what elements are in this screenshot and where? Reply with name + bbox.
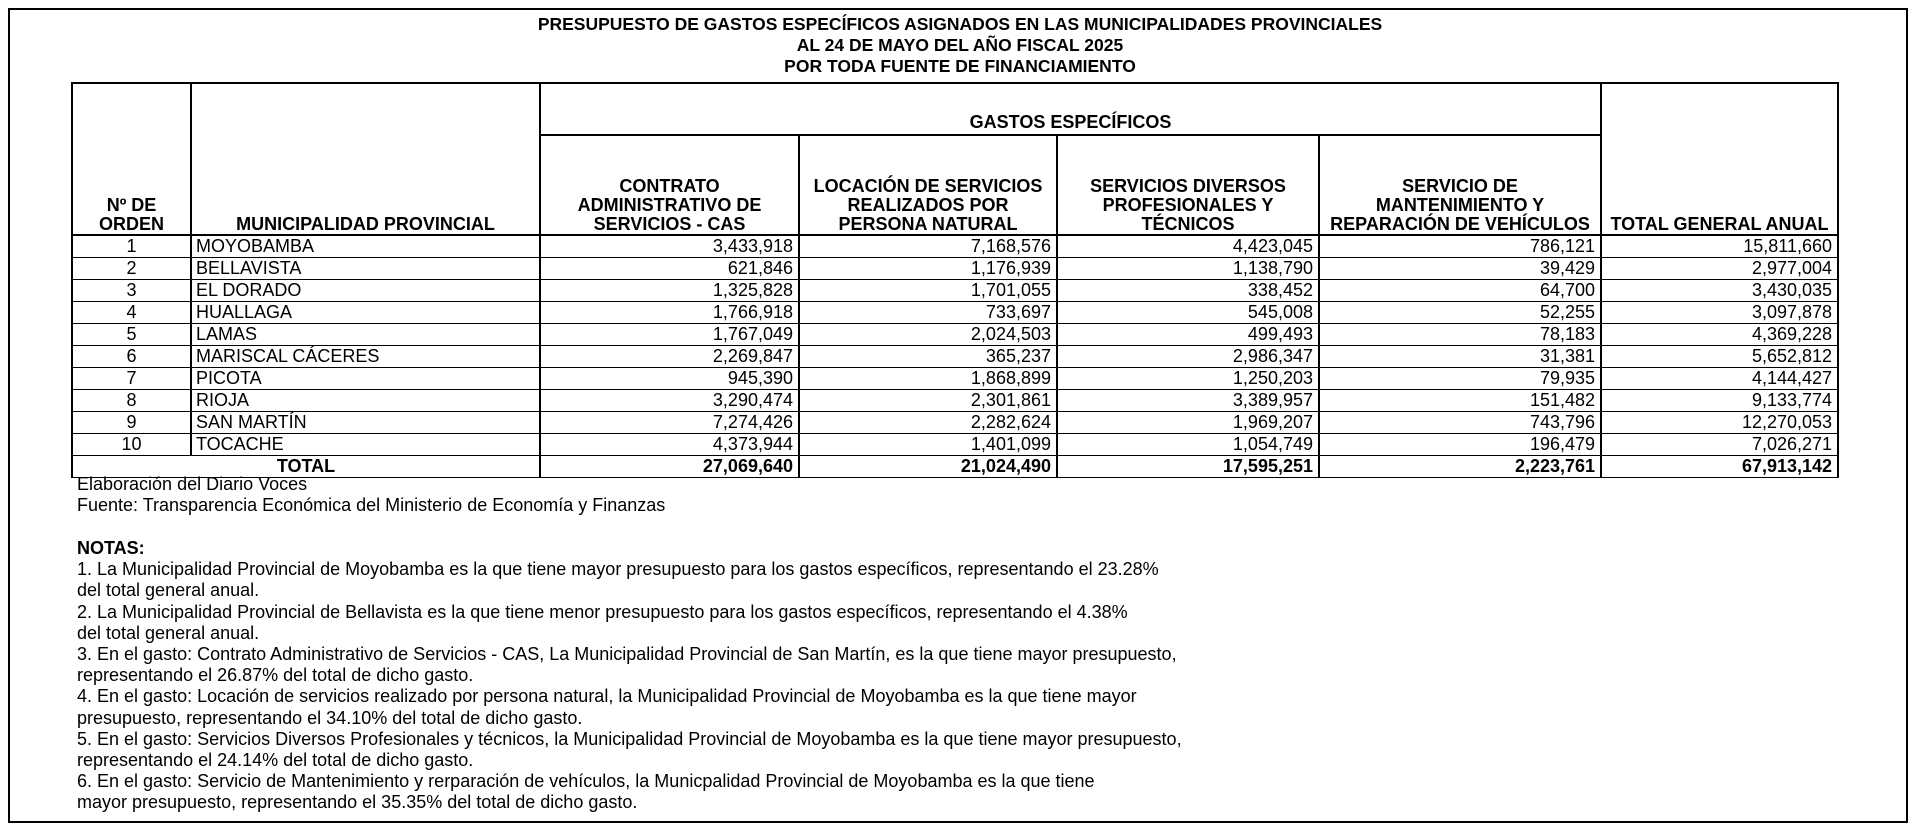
table-row bbox=[72, 280, 1838, 302]
table-row bbox=[72, 235, 1838, 258]
mantenimiento-cell: 151,482 bbox=[1319, 390, 1601, 412]
municipality-cell: HUALLAGA bbox=[191, 302, 540, 324]
locacion-cell: 1,176,939 bbox=[799, 258, 1057, 280]
locacion-cell: 2,282,624 bbox=[799, 412, 1057, 434]
locacion-cell: 7,168,576 bbox=[799, 235, 1057, 258]
cas-cell: 621,846 bbox=[540, 258, 799, 280]
cas-cell: 4,373,944 bbox=[540, 434, 799, 456]
total-locacion: 21,024,490 bbox=[799, 456, 1057, 478]
servicios-cell: 4,423,045 bbox=[1057, 235, 1319, 258]
locacion-cell: 1,868,899 bbox=[799, 368, 1057, 390]
order-cell: 6 bbox=[72, 346, 191, 368]
mantenimiento-cell: 196,479 bbox=[1319, 434, 1601, 456]
table-row bbox=[72, 258, 1838, 280]
mantenimiento-cell: 39,429 bbox=[1319, 258, 1601, 280]
header-locacion: LOCACIÓN DE SERVICIOS REALIZADOS POR PERSONA NATURAL bbox=[799, 135, 1057, 235]
header-servicios: SERVICIOS DIVERSOS PROFESIONALES Y TÉCNICOS bbox=[1057, 135, 1319, 235]
municipality-cell: LAMAS bbox=[191, 324, 540, 346]
locacion-cell: 2,024,503 bbox=[799, 324, 1057, 346]
table-body bbox=[72, 235, 1838, 478]
note-2-line-1: 2. La Municipalidad Provincial de Bellavista es la que tiene menor presupuesto para los gastos específicos, representando el 4.38% bbox=[77, 601, 1128, 622]
note-5-line-1: 5. En el gasto: Servicios Diversos Profesionales y técnicos, la Municipalidad Provincial de Moyobamba es la que tiene mayor presupuesto, bbox=[77, 728, 1182, 749]
mantenimiento-cell: 31,381 bbox=[1319, 346, 1601, 368]
header-mantenimiento: SERVICIO DE MANTENIMIENTO Y REPARACIÓN DE VEHÍCULOS bbox=[1319, 135, 1601, 235]
notes-heading: NOTAS: bbox=[77, 538, 145, 558]
municipality-cell: TOCACHE bbox=[191, 434, 540, 456]
order-cell: 5 bbox=[72, 324, 191, 346]
servicios-cell: 499,493 bbox=[1057, 324, 1319, 346]
total-label: TOTAL bbox=[72, 456, 540, 478]
cas-cell: 3,433,918 bbox=[540, 235, 799, 258]
cas-cell: 2,269,847 bbox=[540, 346, 799, 368]
table-row bbox=[72, 390, 1838, 412]
order-cell: 7 bbox=[72, 368, 191, 390]
order-cell: 2 bbox=[72, 258, 191, 280]
total-cell: 3,097,878 bbox=[1601, 302, 1838, 324]
note-6-line-1: 6. En el gasto: Servicio de Mantenimiento y rerparación de vehículos, la Municpalidad Provincial de Moyobamba es la que tiene bbox=[77, 771, 1095, 792]
header-order: Nº DE ORDEN bbox=[72, 83, 191, 235]
locacion-cell: 1,701,055 bbox=[799, 280, 1057, 302]
total-general: 67,913,142 bbox=[1601, 456, 1838, 478]
table-row bbox=[72, 368, 1838, 390]
note-3-line-1: 3. En el gasto: Contrato Administrativo de Servicios - CAS, La Municipalidad Provincial de San Martín, es la que tiene mayor presupuesto, bbox=[77, 644, 1177, 665]
municipality-cell: RIOJA bbox=[191, 390, 540, 412]
total-cas: 27,069,640 bbox=[540, 456, 799, 478]
table-row bbox=[72, 324, 1838, 346]
mantenimiento-cell: 78,183 bbox=[1319, 324, 1601, 346]
mantenimiento-cell: 79,935 bbox=[1319, 368, 1601, 390]
cas-cell: 3,290,474 bbox=[540, 390, 799, 412]
header-group-gastos: GASTOS ESPECÍFICOS bbox=[540, 83, 1601, 135]
total-mantenimiento: 2,223,761 bbox=[1319, 456, 1601, 478]
total-cell: 4,369,228 bbox=[1601, 324, 1838, 346]
municipality-cell: PICOTA bbox=[191, 368, 540, 390]
mantenimiento-cell: 743,796 bbox=[1319, 412, 1601, 434]
total-cell: 3,430,035 bbox=[1601, 280, 1838, 302]
municipality-cell: BELLAVISTA bbox=[191, 258, 540, 280]
credits bbox=[77, 474, 665, 516]
notes-section bbox=[77, 538, 1857, 814]
locacion-cell: 1,401,099 bbox=[799, 434, 1057, 456]
budget-table bbox=[71, 82, 1839, 478]
order-cell: 10 bbox=[72, 434, 191, 456]
cas-cell: 1,767,049 bbox=[540, 324, 799, 346]
title-line-2: AL 24 DE MAYO DEL AÑO FISCAL 2025 bbox=[796, 35, 1124, 55]
total-cell: 15,811,660 bbox=[1601, 235, 1838, 258]
total-cell: 2,977,004 bbox=[1601, 258, 1838, 280]
servicios-cell: 3,389,957 bbox=[1057, 390, 1319, 412]
servicios-cell: 1,054,749 bbox=[1057, 434, 1319, 456]
note-1-line-2: del total general anual. bbox=[77, 580, 260, 601]
servicios-cell: 1,969,207 bbox=[1057, 412, 1319, 434]
total-cell: 5,652,812 bbox=[1601, 346, 1838, 368]
table-row bbox=[72, 346, 1838, 368]
report-title bbox=[0, 14, 1920, 77]
header-municipality: MUNICIPALIDAD PROVINCIAL bbox=[191, 83, 540, 235]
servicios-cell: 1,138,790 bbox=[1057, 258, 1319, 280]
note-2-line-2: del total general anual. bbox=[77, 622, 260, 643]
table-row bbox=[72, 434, 1838, 456]
cas-cell: 945,390 bbox=[540, 368, 799, 390]
total-cell: 7,026,271 bbox=[1601, 434, 1838, 456]
note-4-line-1: 4. En el gasto: Locación de servicios realizado por persona natural, la Municipalidad Provincial de Moyobamba es la que tiene mayor bbox=[77, 686, 1137, 707]
note-4-line-2: presupuesto, representando el 34.10% del total de dicho gasto. bbox=[77, 707, 583, 728]
servicios-cell: 545,008 bbox=[1057, 302, 1319, 324]
elaboration-text: Elaboración del Diario Voces bbox=[77, 474, 308, 494]
mantenimiento-cell: 52,255 bbox=[1319, 302, 1601, 324]
mantenimiento-cell: 786,121 bbox=[1319, 235, 1601, 258]
municipality-cell: MARISCAL CÁCERES bbox=[191, 346, 540, 368]
order-cell: 4 bbox=[72, 302, 191, 324]
order-cell: 3 bbox=[72, 280, 191, 302]
municipality-cell: SAN MARTÍN bbox=[191, 412, 540, 434]
order-cell: 1 bbox=[72, 235, 191, 258]
servicios-cell: 1,250,203 bbox=[1057, 368, 1319, 390]
locacion-cell: 2,301,861 bbox=[799, 390, 1057, 412]
locacion-cell: 365,237 bbox=[799, 346, 1057, 368]
mantenimiento-cell: 64,700 bbox=[1319, 280, 1601, 302]
servicios-cell: 2,986,347 bbox=[1057, 346, 1319, 368]
locacion-cell: 733,697 bbox=[799, 302, 1057, 324]
cas-cell: 1,766,918 bbox=[540, 302, 799, 324]
municipality-cell: EL DORADO bbox=[191, 280, 540, 302]
total-cell: 9,133,774 bbox=[1601, 390, 1838, 412]
total-cell: 4,144,427 bbox=[1601, 368, 1838, 390]
cas-cell: 7,274,426 bbox=[540, 412, 799, 434]
note-1-line-1: 1. La Municipalidad Provincial de Moyobamba es la que tiene mayor presupuesto para los gastos específicos, representando el 23.28% bbox=[77, 559, 1159, 580]
cas-cell: 1,325,828 bbox=[540, 280, 799, 302]
header-total: TOTAL GENERAL ANUAL bbox=[1601, 83, 1838, 235]
note-6-line-2: mayor presupuesto, representando el 35.35% del total de dicho gasto. bbox=[77, 792, 638, 813]
table-row bbox=[72, 412, 1838, 434]
total-cell: 12,270,053 bbox=[1601, 412, 1838, 434]
title-line-3: POR TODA FUENTE DE FINANCIAMIENTO bbox=[784, 56, 1136, 76]
servicios-cell: 338,452 bbox=[1057, 280, 1319, 302]
header-cas: CONTRATO ADMINISTRATIVO DE SERVICIOS - CAS bbox=[540, 135, 799, 235]
note-5-line-2: representando el 24.14% del total de dicho gasto. bbox=[77, 750, 474, 771]
title-line-1: PRESUPUESTO DE GASTOS ESPECÍFICOS ASIGNADOS EN LAS MUNICIPALIDADES PROVINCIALES bbox=[537, 14, 1383, 34]
order-cell: 9 bbox=[72, 412, 191, 434]
source-text: Fuente: Transparencia Económica del Ministerio de Economía y Finanzas bbox=[77, 495, 666, 515]
total-servicios: 17,595,251 bbox=[1057, 456, 1319, 478]
order-cell: 8 bbox=[72, 390, 191, 412]
note-3-line-2: representando el 26.87% del total de dicho gasto. bbox=[77, 665, 474, 686]
table-row bbox=[72, 302, 1838, 324]
municipality-cell: MOYOBAMBA bbox=[191, 235, 540, 258]
